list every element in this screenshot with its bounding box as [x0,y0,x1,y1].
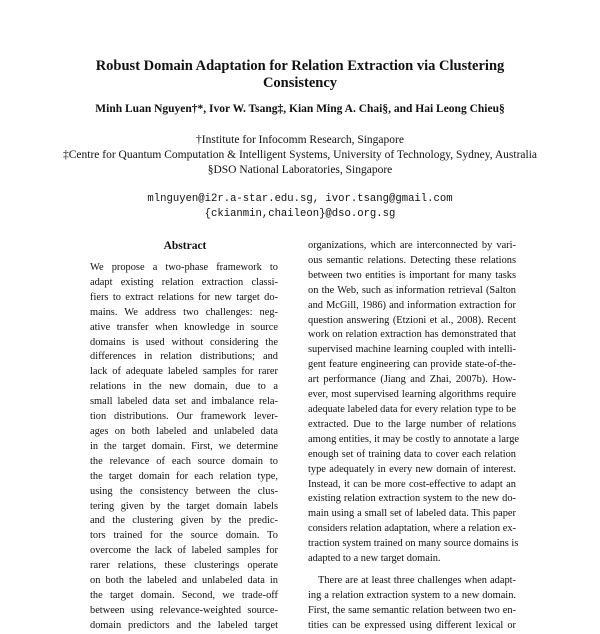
affiliation-line: ‡Centre for Quantum Computation & Intelligent Systems, University of Technology, Sydney, Australia [62,149,538,161]
text-line: among entities, it may be costly to annotate a large [308,433,520,445]
text-line: type adequately in every new domain of interest. [308,463,516,475]
text-line: tering given by the target domain labels [90,500,278,512]
affiliation-line: §DSO National Laboratories, Singapore [207,164,393,176]
text-line: fiers to extract relations for new target do- [90,291,278,303]
text-line: lack of adequate labeled samples for rarer [90,366,278,378]
text-line: on both the labeled and unlabeled data in [90,575,278,587]
text-line: using the consistency between the clus- [90,485,278,497]
paragraph-gap [308,567,516,574]
text-line: ages on both labeled and unlabeled data [90,425,278,437]
text-line: between using relevance-weighted source- [90,604,278,616]
text-line: tors trained for the source domain. To [90,530,278,542]
introduction-body [308,239,520,634]
text-line: We propose a two-phase framework to [90,262,278,273]
text-line: supervised machine learning coupled with intelli- [308,344,516,356]
text-line: gent feature engineering can provide state-of-the- [308,359,516,371]
text-line: domain predictors and the labeled target [90,619,278,631]
text-line: ous semantic relations. Detecting these relations [308,254,516,266]
text-line: and McGill, 1986) and information extraction for [308,299,516,311]
text-line: adapted to a new target domain. [308,553,441,565]
abstract-body [90,261,278,634]
email-line: {ckianmin,chaileon}@dso.org.sg [204,208,396,220]
text-line: extracted. Due to the large number of relations [308,418,516,430]
email-line: mlnguyen@i2r.a-star.edu.sg, ivor.tsang@gmail.com [147,193,453,205]
text-line: tities can be expressed using different lexical or [308,619,516,631]
text-line: traction system trained on many source domains is [308,538,519,550]
text-line: existing relation extraction system to the new do- [308,493,516,505]
title-line: Consistency [262,75,338,91]
text-line: organizations, which are interconnected by vari- [308,240,516,251]
text-line: mains. We address two challenges: neg- [90,306,278,318]
text-line: considers relation adaptation, where a relation ex- [308,523,516,535]
text-line: on the Web, such as information retrieval (Salton [308,284,516,296]
text-line: in the target domain. First, we determine [90,440,278,452]
text-line: small labeled data set and imbalance rela- [90,396,278,408]
text-line: ever, most supervised learning algorithms require [308,389,516,401]
text-line: ative transfer when knowledge in source [90,321,278,333]
text-line: domains is used without considering the [90,336,278,348]
email-block [30,192,570,222]
abstract-heading: Abstract [163,240,207,252]
text-line: and the clustering given by the predic- [90,515,278,527]
text-line: adapt existing relation extraction classi- [90,276,278,288]
text-line: Instead, it can be more cost-effective to adapt an [308,478,516,490]
affiliations [30,133,570,178]
text-line: adequate labeled data for every relation type to be [308,403,516,415]
affiliation-line: †Institute for Infocomm Research, Singapore [196,134,404,146]
text-line: overcome the lack of labeled samples for [90,545,278,557]
text-line: First, the same semantic relation between two en- [308,604,516,616]
paper-title [70,58,530,92]
text-line: the target domain. Second, we trade-off [90,589,278,601]
text-line: the relevance of each source domain to [90,455,278,467]
title-line: Robust Domain Adaptation for Relation Extraction via Clustering [95,58,505,74]
text-line: question answering (Etzioni et al., 2008). Recent [308,314,516,326]
text-line: relations in the new domain, due to a [90,381,278,393]
text-line: There are at least three challenges when adapt- [318,574,516,586]
text-line: enough set of training data to cover each relation [308,448,516,460]
text-line: rarer relations, these clusterings operate [90,560,278,572]
text-line: the target domain for each relation type, [90,470,278,482]
text-line: ing a relation extraction system to a new domain. [308,589,516,601]
text-line: art performance (Jiang and Zhai, 2007b). How- [308,374,516,386]
text-line: work on relation extraction has demonstrated that [308,329,516,341]
text-line: differences in relation distributions; and [90,351,278,363]
text-line: between two entities is important for many tasks [308,269,516,281]
author-list: Minh Luan Nguyen†*, Ivor W. Tsang‡, Kian Ming A. Chai§, and Hai Leong Chieu§ [95,103,505,115]
text-line: tion distributions. Our framework lever- [90,411,278,423]
text-line: main using a small set of labeled data. This paper [308,508,516,520]
